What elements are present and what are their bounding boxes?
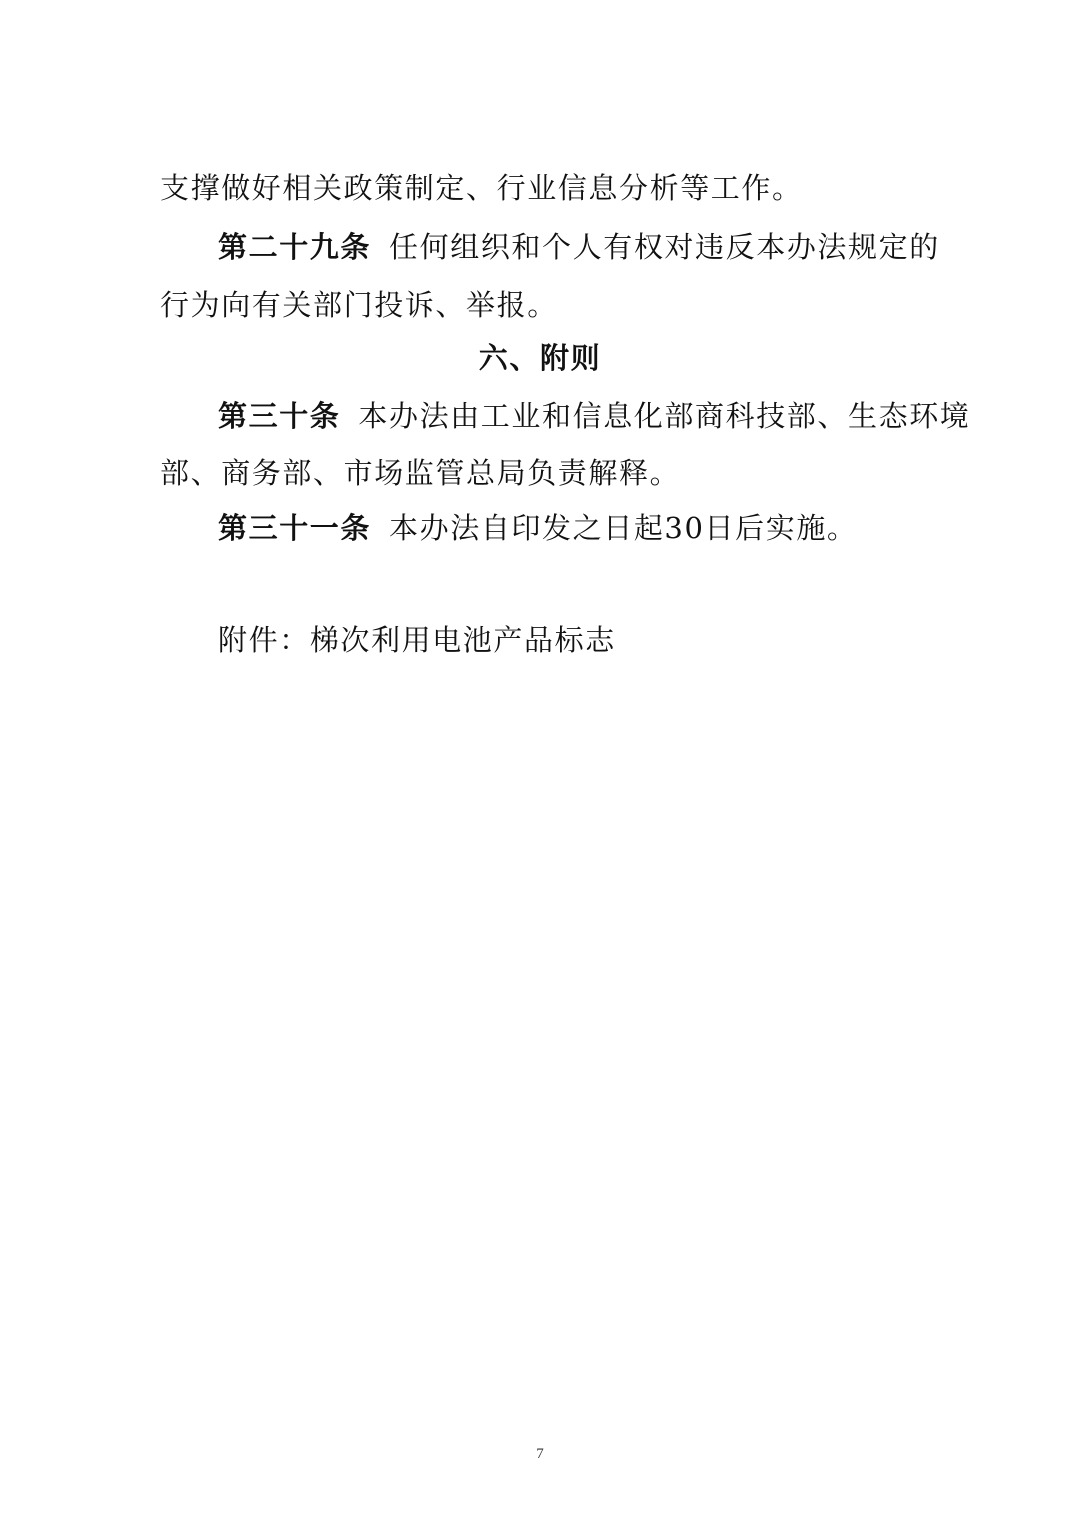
article-29-text: 任何组织和个人有权对违反本办法规定的	[389, 230, 940, 264]
article-30-line-2: 部、商务部、市场监管总局负责解释。	[160, 456, 681, 490]
article-30-line-1	[218, 396, 970, 436]
page-number: 7	[536, 1446, 544, 1462]
article-30-text: 本办法由工业和信息化部商科技部、生态环境	[358, 399, 971, 433]
article-31-line	[218, 508, 858, 548]
article-31-number: 第三十一条	[218, 511, 372, 545]
article-29-number: 第二十九条	[218, 230, 372, 264]
article-30-number: 第三十条	[218, 399, 341, 433]
article-29-line-1	[218, 227, 940, 267]
article-31-text: 本办法自印发之日起30日后实施。	[389, 511, 858, 545]
attachment-line: 附件：梯次利用电池产品标志	[218, 623, 616, 657]
article-29-line-2: 行为向有关部门投诉、举报。	[160, 288, 558, 322]
section-heading: 六、附则	[478, 341, 602, 375]
paragraph-line: 支撑做好相关政策制定、行业信息分析等工作。	[160, 171, 803, 205]
